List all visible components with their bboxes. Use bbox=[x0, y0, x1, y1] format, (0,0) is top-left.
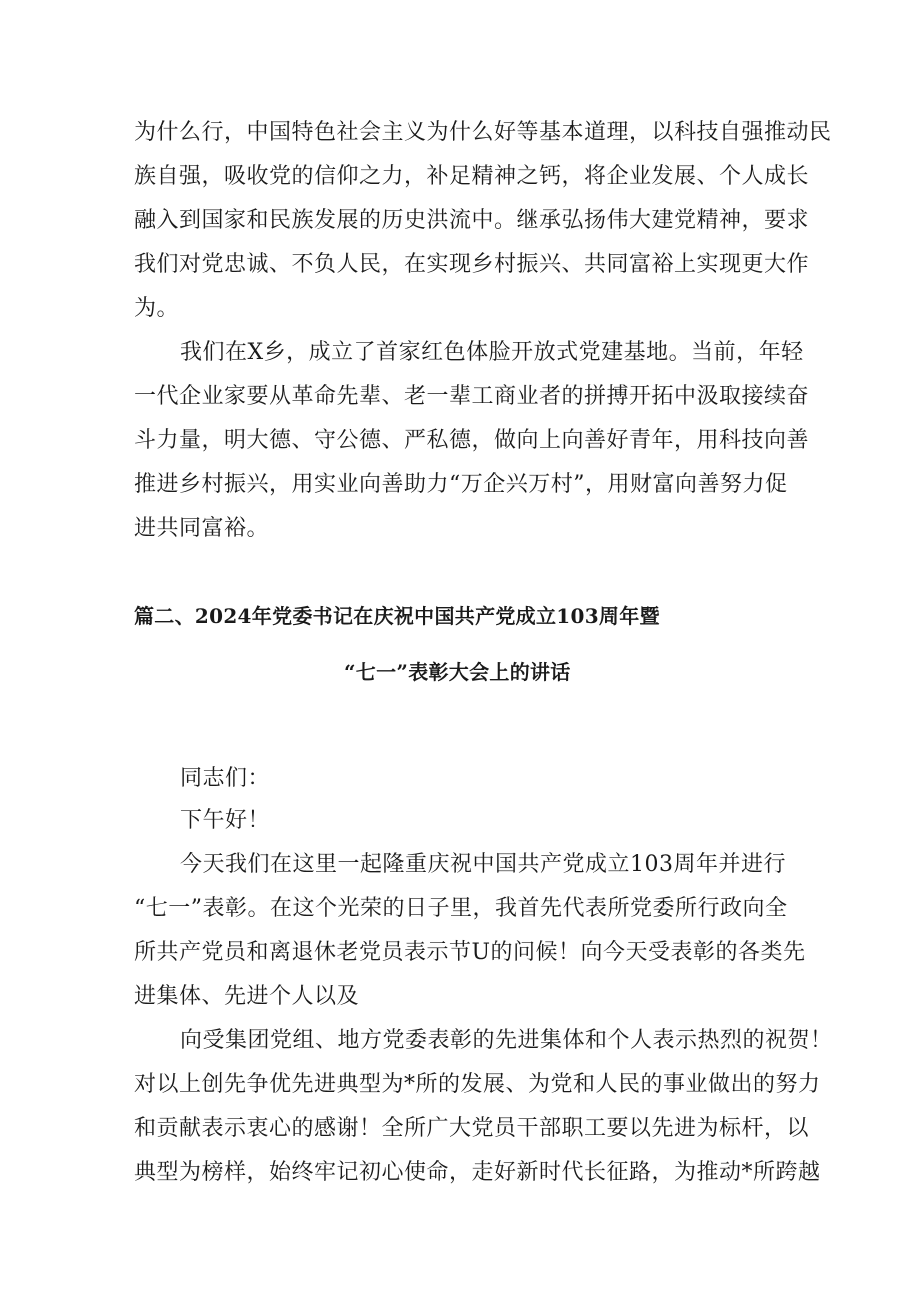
text-line: 我们在X乡，成立了首家红色体脸开放式党建基地。当前，年轻 bbox=[180, 340, 804, 365]
text-line: 对以上创先争优先进典型为*所的发展、为党和人民的事业做出的努力 bbox=[134, 1072, 821, 1097]
text-line: 今天我们在这里一起隆重庆祝中国共产党成立103周年并进行 bbox=[180, 852, 786, 877]
heading-line-1: 篇二、2024年党委书记在庆祝中国共产党成立103周年暨 bbox=[134, 604, 660, 628]
text-line: 和贡献表示衷心的感谢！全所广大党员干部职工要以先进为标杆，以 bbox=[134, 1116, 810, 1141]
text-line: 推进乡村振兴，用实业向善助力“万企兴万村”，用财富向善努力促 bbox=[134, 472, 788, 497]
text-line: 为什么行，中国特色社会主义为什么好等基本道理，以科技自强推动民 bbox=[134, 120, 832, 145]
salutation: 同志们： bbox=[180, 766, 271, 791]
text-line: “七一”表彰。在这个光荣的日子里，我首先代表所党委所行政向全 bbox=[134, 896, 788, 921]
hello: 下午好！ bbox=[180, 808, 271, 833]
text-line: 典型为榜样，始终牢记初心使命，走好新时代长征路，为推动*所跨越 bbox=[134, 1160, 821, 1185]
text-line: 向受集团党组、地方党委表彰的先进集体和个人表示热烈的祝贺！ bbox=[180, 1028, 833, 1053]
text-line: 一代企业家要从革命先辈、老一辈工商业者的拼搏开拓中汲取接续奋 bbox=[134, 384, 810, 409]
text-line: 进集体、先进个人以及 bbox=[134, 984, 360, 1009]
heading-line-2: “七一”表彰大会上的讲话 bbox=[344, 660, 571, 684]
text-line: 融入到国家和民族发展的历史洪流中。继承弘扬伟大建党精神，要求 bbox=[134, 208, 810, 233]
text-line: 为。 bbox=[134, 296, 180, 321]
text-line: 进共同富裕。 bbox=[134, 516, 270, 541]
text-line: 族自强，吸收党的信仰之力，补足精神之钙，将企业发展、个人成长 bbox=[134, 164, 810, 189]
text-line: 所共产党员和离退休老党员表示节U的问候！向今天受表彰的各类先 bbox=[134, 940, 806, 965]
text-line: 我们对党忠诚、不负人民，在实现乡村振兴、共同富裕上实现更大作 bbox=[134, 252, 810, 277]
text-line: 斗力量，明大德、守公德、严私德，做向上向善好青年，用科技向善 bbox=[134, 428, 810, 453]
